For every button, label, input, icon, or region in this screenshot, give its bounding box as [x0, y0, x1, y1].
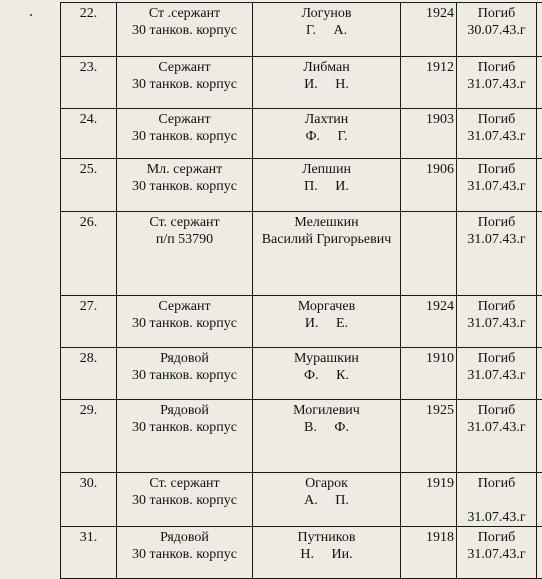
casualty-table	[60, 2, 542, 579]
rank-cell	[117, 212, 253, 296]
fate: Погиб	[459, 161, 534, 178]
initials: И. Е.	[255, 315, 398, 332]
edge-cell	[537, 348, 542, 400]
death-date: 31.07.43.г	[459, 178, 534, 195]
rank: Рядовой	[119, 350, 250, 367]
unit: 30 танков. корпус	[119, 492, 250, 509]
rank-cell	[117, 57, 253, 109]
table-row	[61, 159, 542, 212]
fate: Погиб	[459, 298, 534, 315]
surname: Моргачев	[255, 298, 398, 315]
rank-cell	[117, 296, 253, 348]
unit: 30 танков. корпус	[119, 178, 250, 195]
unit: п/п 53790	[119, 231, 250, 248]
fate-cell	[457, 296, 537, 348]
surname: Либман	[255, 59, 398, 76]
unit: 30 танков. корпус	[119, 22, 250, 39]
birth-year: 1925	[401, 400, 457, 473]
surname: Мелешкин	[255, 214, 398, 231]
row-number: 28.	[61, 348, 117, 400]
death-date: 31.07.43.г	[459, 128, 534, 145]
rank-cell	[117, 473, 253, 527]
name-cell	[253, 400, 401, 473]
name-cell	[253, 159, 401, 212]
fate-cell	[457, 109, 537, 159]
surname: Огарок	[255, 475, 398, 492]
fate-cell	[457, 473, 537, 527]
birth-year: 1924	[401, 296, 457, 348]
row-number: 23.	[61, 57, 117, 109]
table-row	[61, 57, 542, 109]
row-number: 24.	[61, 109, 117, 159]
birth-year: 1912	[401, 57, 457, 109]
fate-cell	[457, 159, 537, 212]
rank: Сержант	[119, 59, 250, 76]
death-date: 31.07.43.г	[459, 509, 534, 526]
initials: Н. Ии.	[255, 546, 398, 563]
unit: 30 танков. корпус	[119, 76, 250, 93]
row-number: 27.	[61, 296, 117, 348]
fate: Погиб	[459, 402, 534, 419]
edge-cell	[537, 109, 542, 159]
fate-cell	[457, 57, 537, 109]
death-date: 31.07.43.г	[459, 367, 534, 384]
row-number: 31.	[61, 527, 117, 579]
row-number: 29.	[61, 400, 117, 473]
surname: Лепшин	[255, 161, 398, 178]
rank-cell	[117, 527, 253, 579]
row-number: 25.	[61, 159, 117, 212]
edge-cell	[537, 57, 542, 109]
birth-year: 1924	[401, 3, 457, 57]
name-cell	[253, 527, 401, 579]
rank-cell	[117, 3, 253, 57]
table-row	[61, 296, 542, 348]
name-cell	[253, 473, 401, 527]
unit: 30 танков. корпус	[119, 546, 250, 563]
fate-cell	[457, 400, 537, 473]
birth-year: 1910	[401, 348, 457, 400]
scan-speck	[30, 14, 32, 16]
death-date: 31.07.43.г	[459, 231, 534, 248]
name-cell	[253, 212, 401, 296]
table-row	[61, 212, 542, 296]
fate: Погиб	[459, 529, 534, 546]
rank: Мл. сержант	[119, 161, 250, 178]
rank: Ст. сержант	[119, 475, 250, 492]
birth-year: 1906	[401, 159, 457, 212]
surname: Могилевич	[255, 402, 398, 419]
initials: В. Ф.	[255, 419, 398, 436]
birth-year: 1918	[401, 527, 457, 579]
edge-cell	[537, 3, 542, 57]
birth-year	[401, 212, 457, 296]
table-row	[61, 348, 542, 400]
fate-cell	[457, 3, 537, 57]
fate: Погиб	[459, 5, 534, 22]
unit: 30 танков. корпус	[119, 128, 250, 145]
edge-cell	[537, 296, 542, 348]
name-cell	[253, 57, 401, 109]
table-row	[61, 527, 542, 579]
edge-cell	[537, 159, 542, 212]
surname: Путников	[255, 529, 398, 546]
unit: 30 танков. корпус	[119, 419, 250, 436]
fate: Погиб	[459, 59, 534, 76]
death-date: 31.07.43.г	[459, 315, 534, 332]
initials: Г. А.	[255, 22, 398, 39]
name-cell	[253, 296, 401, 348]
rank-cell	[117, 109, 253, 159]
initials: И. Н.	[255, 76, 398, 93]
table-row	[61, 400, 542, 473]
birth-year: 1919	[401, 473, 457, 527]
initials: Ф. К.	[255, 367, 398, 384]
fate: Погиб	[459, 350, 534, 367]
death-date: 31.07.43.г	[459, 76, 534, 93]
edge-cell	[537, 400, 542, 473]
table-row	[61, 109, 542, 159]
surname: Логунов	[255, 5, 398, 22]
rank: Ст. сержант	[119, 214, 250, 231]
edge-cell	[537, 212, 542, 296]
initials: П. И.	[255, 178, 398, 195]
fate: Погиб	[459, 475, 534, 492]
initials: А. П.	[255, 492, 398, 509]
rank: Сержант	[119, 298, 250, 315]
fate-cell	[457, 212, 537, 296]
name-cell	[253, 3, 401, 57]
fate: Погиб	[459, 214, 534, 231]
unit: 30 танков. корпус	[119, 367, 250, 384]
fate-cell	[457, 348, 537, 400]
table-row	[61, 473, 542, 527]
surname: Мурашкин	[255, 350, 398, 367]
row-number: 30.	[61, 473, 117, 527]
surname: Лахтин	[255, 111, 398, 128]
table-row	[61, 3, 542, 57]
death-date: 31.07.43.г	[459, 419, 534, 436]
row-number: 22.	[61, 3, 117, 57]
rank-cell	[117, 159, 253, 212]
initials: Ф. Г.	[255, 128, 398, 145]
fate-cell	[457, 527, 537, 579]
rank: Сержант	[119, 111, 250, 128]
death-date: 30.07.43.г	[459, 22, 534, 39]
death-date: 31.07.43.г	[459, 546, 534, 563]
edge-cell	[537, 473, 542, 527]
edge-cell	[537, 527, 542, 579]
birth-year: 1903	[401, 109, 457, 159]
rank: Рядовой	[119, 402, 250, 419]
rank: Ст .сержант	[119, 5, 250, 22]
rank: Рядовой	[119, 529, 250, 546]
name-cell	[253, 348, 401, 400]
fate: Погиб	[459, 111, 534, 128]
rank-cell	[117, 400, 253, 473]
name-cell	[253, 109, 401, 159]
rank-cell	[117, 348, 253, 400]
row-number: 26.	[61, 212, 117, 296]
unit: 30 танков. корпус	[119, 315, 250, 332]
initials: Василий Григорьевич	[255, 231, 398, 248]
